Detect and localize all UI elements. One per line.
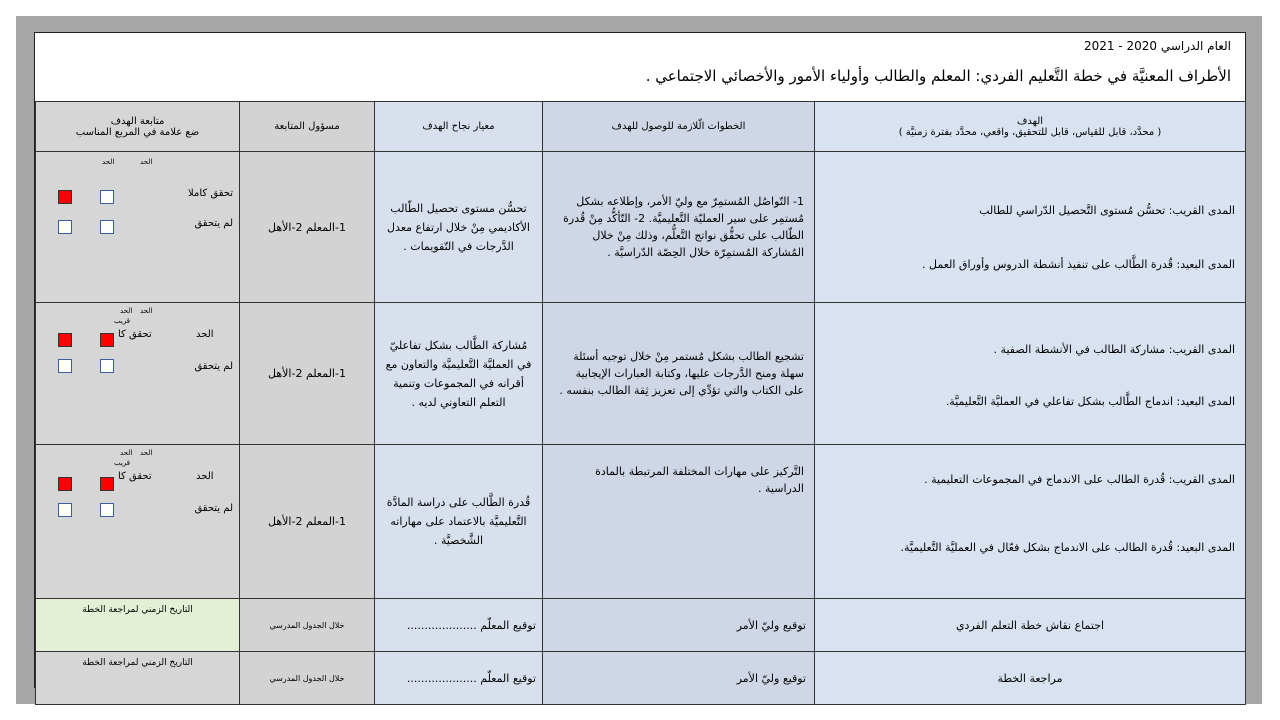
tracking-subtitle: ضع علامة في المربع المناسب xyxy=(75,126,200,138)
not-achieved-checkbox[interactable] xyxy=(100,503,114,517)
not-achieved-label: لم يتحقق xyxy=(194,361,233,372)
criteria-cell xyxy=(375,303,543,445)
col-goal-header xyxy=(815,102,1246,152)
col-tracking-header xyxy=(36,102,240,152)
not-achieved-checkbox[interactable] xyxy=(58,359,72,373)
achieved-checkbox-checked[interactable] xyxy=(58,190,72,204)
plan-header xyxy=(35,33,1245,102)
col-criteria-header: معيار نجاح الهدف xyxy=(375,102,543,152)
tracking-small-label: الحد xyxy=(140,307,153,315)
tracking-small-label: قريب xyxy=(114,459,131,467)
review-date: التاريخ الزمني لمراجعة الخطة xyxy=(36,599,240,652)
review-label: مراجعة الخطة xyxy=(815,652,1246,705)
review-row xyxy=(36,652,1246,705)
not-achieved-checkbox[interactable] xyxy=(100,359,114,373)
goal-near: المدى القريب: قُدرة الطالب على الاندماج في المجموعات التعليمية . xyxy=(924,473,1235,486)
responsible-cell: 1-المعلم 2-الأهل xyxy=(240,445,375,599)
guardian-signature: توقيع وليّ الأمر xyxy=(543,599,815,652)
goal-cell xyxy=(815,303,1246,445)
tracking-small-label: الحد xyxy=(120,449,133,457)
steps-cell xyxy=(543,152,815,303)
col-responsible-header: مسؤول المتابعة xyxy=(240,102,375,152)
plan-sheet xyxy=(34,32,1246,688)
steps-text: 1- التّواصُل المُستمِرّ مع وليّ الأمر، وإطلاعه بشكل مُستمِر على سير العمليّة التَّعليميَّة. 2- التّأكُّد مِنْ قُدرة الطّالب على تحقُّق نواتج التَّعلُّم، وذلك مِنْ خلال المُشاركة المُستمِرّة خلال الحِصّة الدّراسيَّة . xyxy=(563,195,804,259)
responsible-cell: 1-المعلم 2-الأهل xyxy=(240,303,375,445)
achieved-checkbox[interactable] xyxy=(100,190,114,204)
goal-far: المدى البعيد: قُدرة الطَّالب على تنفيذ أنشطة الدروس وأوراق العمل . xyxy=(922,258,1235,271)
achieved-label: تحقق كا xyxy=(118,471,152,482)
goal-subtitle: ( محدَّد، قابل للقياس، قابل للتحقيق، واقعي، محدَّد بفترة زمنيَّة ) xyxy=(898,126,1162,138)
meeting-row xyxy=(36,599,1246,652)
steps-cell xyxy=(543,303,815,445)
tracking-small-label: الحد xyxy=(140,158,153,166)
achieved-checkbox-checked[interactable] xyxy=(100,333,114,347)
goal-near: المدى القريب: مشاركة الطالب في الأنشطة الصفية . xyxy=(993,343,1235,356)
tracking-title: متابعة الهدف xyxy=(110,115,165,127)
goal-near: المدى القريب: تحسُّن مُستوى التَّحصيل الدّراسي للطالب xyxy=(979,204,1235,217)
criteria-cell xyxy=(375,152,543,303)
tracking-small-label: الحد xyxy=(102,158,115,166)
criteria-cell xyxy=(375,445,543,599)
tracking-label: الحد xyxy=(196,471,214,482)
guardian-signature: توقيع وليّ الأمر xyxy=(543,652,815,705)
goal-cell xyxy=(815,152,1246,303)
col-steps-header: الخطوات الّلازمة للوصول للهدف xyxy=(543,102,815,152)
tracking-cell xyxy=(36,445,240,599)
achieved-label: تحقق كا xyxy=(118,329,152,340)
parties-involved: الأطراف المعنيَّة في خطة التَّعليم الفردي: المعلم والطالب وأولياء الأمور والأخصائي الاجتماعي . xyxy=(645,67,1231,85)
steps-text: التَّركيز على مهارات المختلفة المرتبطة بالمادة الدراسية . xyxy=(595,465,804,495)
goal-far: المدى البعيد: اندماج الطَّالب بشكل تفاعلي في العمليَّة التَّعليميَّة. xyxy=(945,395,1235,408)
tracking-small-label: الحد xyxy=(140,449,153,457)
review-date: التاريخ الزمني لمراجعة الخطة xyxy=(36,652,240,705)
not-achieved-label: لم يتحقق xyxy=(194,503,233,514)
tracking-small-label: الحد xyxy=(120,307,133,315)
school-year: العام الدراسي 2020 - 2021 xyxy=(1083,39,1231,53)
goal-row xyxy=(36,303,1246,445)
plan-table xyxy=(35,101,1246,705)
tracking-small-label: قريب xyxy=(114,317,131,325)
meeting-label: اجتماع نقاش خطة التعلم الفردي xyxy=(815,599,1246,652)
goal-title: الهدف xyxy=(1016,115,1044,127)
goal-row xyxy=(36,445,1246,599)
steps-text: تشجيع الطالب بشكل مُستمر مِنْ خلال توجيه أسئلة سهلة ومنح الدَّرجات عليها، وكتابة العبارات الإيجابية على الكتاب والتي تؤدِّي إلى تعزيز ثِقة الطالب بنفسه . xyxy=(559,350,804,397)
achieved-label: تحقق كاملا xyxy=(188,188,233,199)
responsible-cell: 1-المعلم 2-الأهل xyxy=(240,152,375,303)
teacher-signature: توقيع المعلّم .................... xyxy=(375,599,543,652)
not-achieved-checkbox[interactable] xyxy=(58,503,72,517)
steps-cell xyxy=(543,445,815,599)
criteria-text: مُشاركة الطَّالب بشكل تفاعليّ في العمليَّة التَّعليميَّة والتعاون مع أقرانه في المجموعات وتنمية التعلم التعاوني لديه . xyxy=(385,338,532,409)
not-achieved-label: لم يتحقق xyxy=(194,218,233,229)
schedule-note: خلال الجدول المدرسي xyxy=(240,652,375,705)
not-achieved-checkbox[interactable] xyxy=(100,220,114,234)
criteria-text: تحسُّن مستوى تحصيل الطّالب الأكاديمي مِنْ خلال ارتفاع معدل الدَّرجات في التّقويمات . xyxy=(387,201,530,253)
tracking-cell xyxy=(36,152,240,303)
tracking-cell xyxy=(36,303,240,445)
goal-cell xyxy=(815,445,1246,599)
goal-row xyxy=(36,152,1246,303)
teacher-signature: توقيع المعلّم .................... xyxy=(375,652,543,705)
goal-far: المدى البعيد: قُدرة الطالب على الاندماج بشكل فعّال في العمليَّة التَّعليميَّة. xyxy=(900,541,1235,554)
achieved-checkbox-checked[interactable] xyxy=(100,477,114,491)
not-achieved-checkbox[interactable] xyxy=(58,220,72,234)
criteria-text: قُدرة الطَّالب على دراسة المادَّة التَّعليميَّة بالاعتماد على مهاراته الشَّخصيَّة . xyxy=(386,496,531,547)
schedule-note: خلال الجدول المدرسي xyxy=(240,599,375,652)
achieved-checkbox-checked[interactable] xyxy=(58,477,72,491)
tracking-label: الحد xyxy=(196,329,214,340)
header-row xyxy=(36,102,1246,152)
achieved-checkbox-checked[interactable] xyxy=(58,333,72,347)
